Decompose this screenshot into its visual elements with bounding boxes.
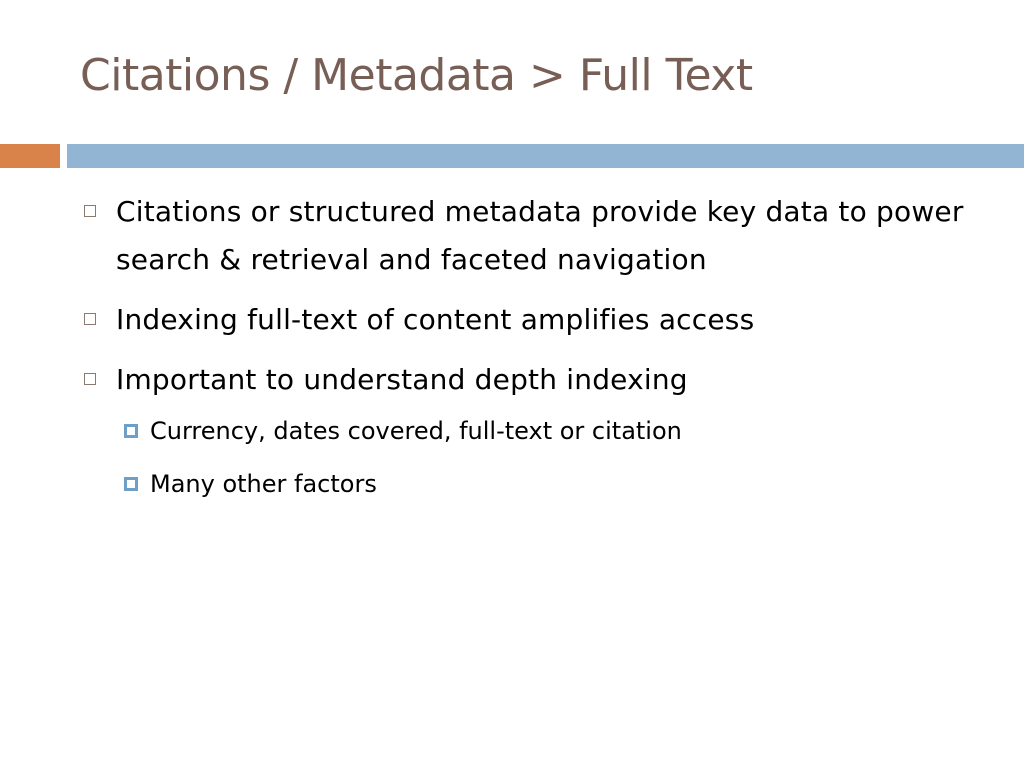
sub-bullet-text: Many other factors [150, 470, 377, 498]
bullet-text: Indexing full-text of content amplifies access [116, 303, 755, 336]
bullet-item-3 [80, 356, 1000, 404]
title-accent-bar [0, 144, 60, 168]
filled-square-bullet-icon [124, 477, 138, 491]
slide-title: Citations / Metadata > Full Text [80, 50, 753, 101]
square-bullet-icon [84, 313, 96, 325]
bullet-list [80, 188, 1000, 416]
filled-square-bullet-icon [124, 424, 138, 438]
sub-bullet-list [80, 411, 980, 517]
bullet-item-2 [80, 296, 1000, 344]
bullet-text: Important to understand depth indexing [116, 363, 688, 396]
square-bullet-icon [84, 373, 96, 385]
sub-bullet-text: Currency, dates covered, full-text or citation [150, 417, 682, 445]
bullet-text: Citations or structured metadata provide key data to power search & retrieval and faceted navigation [116, 195, 964, 276]
bullet-item-1 [80, 188, 1000, 284]
sub-bullet-item-1 [80, 411, 980, 451]
title-divider-bar [67, 144, 1024, 168]
square-bullet-icon [84, 205, 96, 217]
sub-bullet-item-2 [80, 464, 980, 504]
